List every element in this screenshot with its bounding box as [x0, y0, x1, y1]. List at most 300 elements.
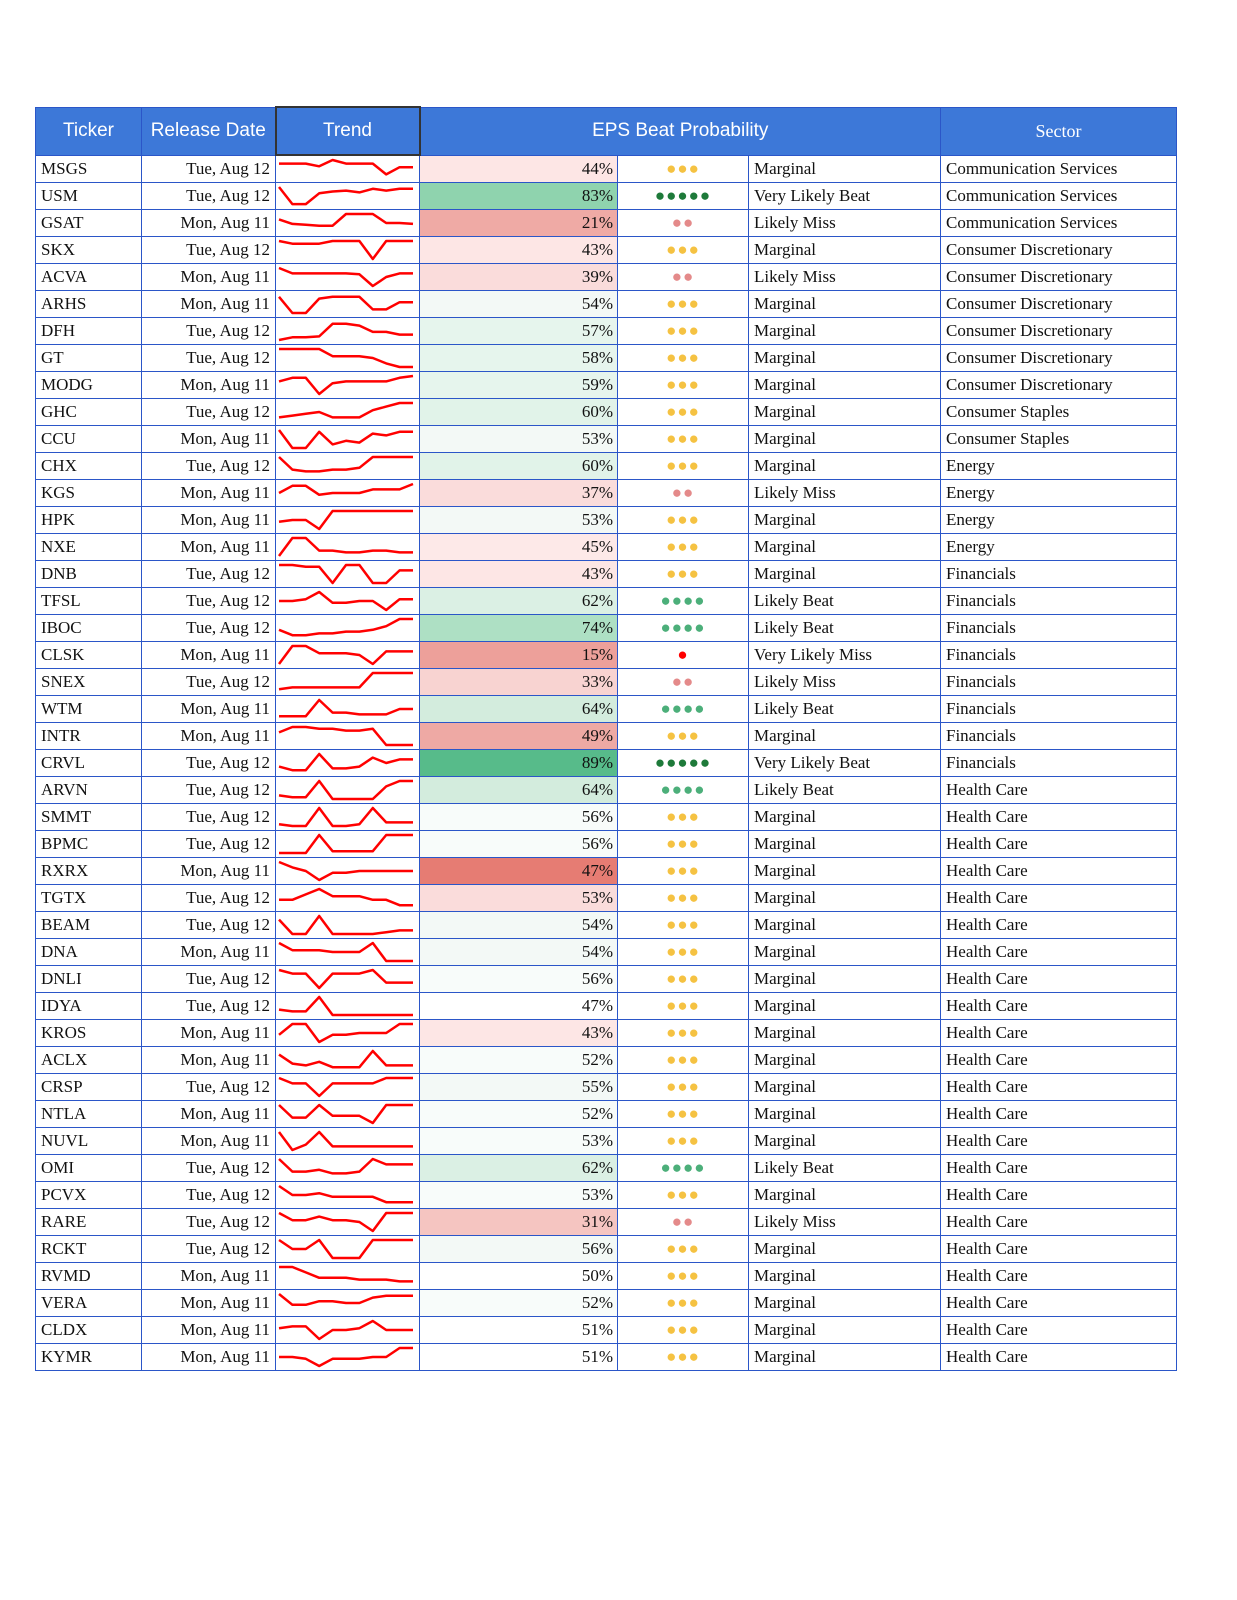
- rating-label-cell: Marginal: [749, 291, 941, 318]
- trend-line: [279, 268, 413, 286]
- rating-label-cell: Marginal: [749, 534, 941, 561]
- release-date-cell: Mon, Aug 11: [142, 1128, 276, 1155]
- release-date-cell: Mon, Aug 11: [142, 642, 276, 669]
- trend-sparkline: [276, 1344, 416, 1370]
- table-row[interactable]: [36, 1101, 1177, 1128]
- trend-line: [279, 430, 413, 448]
- trend-sparkline-cell: [276, 372, 420, 399]
- table-row[interactable]: [36, 993, 1177, 1020]
- sector-cell: Financials: [941, 588, 1177, 615]
- ticker-cell: ARHS: [36, 291, 142, 318]
- rating-label-cell: Marginal: [749, 1020, 941, 1047]
- ticker-cell: RVMD: [36, 1263, 142, 1290]
- beat-probability-cell: 44%: [420, 155, 618, 183]
- sector-cell: Communication Services: [941, 183, 1177, 210]
- rating-label-cell: Marginal: [749, 1236, 941, 1263]
- header-release-date[interactable]: Release Date: [142, 107, 276, 155]
- trend-sparkline: [276, 1020, 416, 1046]
- table-row[interactable]: [36, 885, 1177, 912]
- trend-sparkline-cell: [276, 1344, 420, 1371]
- release-date-cell: Tue, Aug 12: [142, 750, 276, 777]
- trend-sparkline-cell: [276, 777, 420, 804]
- sector-cell: Health Care: [941, 1101, 1177, 1128]
- ticker-cell: GHC: [36, 399, 142, 426]
- trend-line: [279, 214, 413, 226]
- sector-cell: Financials: [941, 669, 1177, 696]
- beat-probability-cell: 64%: [420, 696, 618, 723]
- table-row[interactable]: [36, 1263, 1177, 1290]
- trend-line: [279, 1267, 413, 1281]
- table-row[interactable]: [36, 1317, 1177, 1344]
- trend-sparkline-cell: [276, 1020, 420, 1047]
- beat-probability-cell: 50%: [420, 1263, 618, 1290]
- sector-cell: Health Care: [941, 1128, 1177, 1155]
- header-trend[interactable]: Trend: [276, 107, 420, 155]
- rating-dots-icon: ●: [618, 642, 749, 669]
- ticker-cell: KYMR: [36, 1344, 142, 1371]
- rating-dots-icon: ●●●●: [618, 696, 749, 723]
- trend-sparkline: [276, 723, 416, 749]
- beat-probability-cell: 74%: [420, 615, 618, 642]
- rating-dots-icon: ●●●: [618, 155, 749, 183]
- ticker-cell: NTLA: [36, 1101, 142, 1128]
- beat-probability-cell: 51%: [420, 1344, 618, 1371]
- trend-line: [279, 1186, 413, 1202]
- header-sector[interactable]: Sector: [941, 107, 1177, 155]
- beat-probability-cell: 15%: [420, 642, 618, 669]
- sector-cell: Health Care: [941, 1290, 1177, 1317]
- trend-sparkline-cell: [276, 480, 420, 507]
- rating-dots-icon: ●●●: [618, 993, 749, 1020]
- table-row[interactable]: [36, 696, 1177, 723]
- rating-label-cell: Likely Miss: [749, 264, 941, 291]
- rating-label-cell: Marginal: [749, 1344, 941, 1371]
- ticker-cell: IDYA: [36, 993, 142, 1020]
- trend-sparkline-cell: [276, 912, 420, 939]
- beat-probability-cell: 54%: [420, 291, 618, 318]
- rating-dots-icon: ●●: [618, 480, 749, 507]
- sector-cell: Health Care: [941, 993, 1177, 1020]
- trend-sparkline-cell: [276, 1236, 420, 1263]
- trend-line: [279, 808, 413, 826]
- ticker-cell: CCU: [36, 426, 142, 453]
- sector-cell: Health Care: [941, 1209, 1177, 1236]
- trend-sparkline: [276, 615, 416, 641]
- rating-dots-icon: ●●●: [618, 1317, 749, 1344]
- beat-probability-cell: 83%: [420, 183, 618, 210]
- rating-label-cell: Marginal: [749, 1047, 941, 1074]
- rating-label-cell: Likely Miss: [749, 669, 941, 696]
- sector-cell: Financials: [941, 696, 1177, 723]
- release-date-cell: Mon, Aug 11: [142, 1047, 276, 1074]
- beat-probability-cell: 55%: [420, 1074, 618, 1101]
- release-date-cell: Tue, Aug 12: [142, 237, 276, 264]
- trend-line: [279, 1159, 413, 1173]
- trend-line: [279, 673, 413, 689]
- beat-probability-cell: 43%: [420, 237, 618, 264]
- trend-line: [279, 565, 413, 583]
- trend-line: [279, 835, 413, 853]
- rating-label-cell: Marginal: [749, 831, 941, 858]
- release-date-cell: Mon, Aug 11: [142, 291, 276, 318]
- rating-dots-icon: ●●●: [618, 912, 749, 939]
- trend-sparkline-cell: [276, 561, 420, 588]
- table-row[interactable]: [36, 723, 1177, 750]
- trend-sparkline-cell: [276, 831, 420, 858]
- rating-dots-icon: ●●●: [618, 237, 749, 264]
- rating-dots-icon: ●●●: [618, 858, 749, 885]
- trend-sparkline-cell: [276, 534, 420, 561]
- rating-label-cell: Marginal: [749, 155, 941, 183]
- rating-dots-icon: ●●●: [618, 1020, 749, 1047]
- table-row[interactable]: [36, 453, 1177, 480]
- trend-line: [279, 1348, 413, 1366]
- trend-line: [279, 1078, 413, 1096]
- trend-sparkline: [276, 156, 416, 182]
- trend-sparkline: [276, 777, 416, 803]
- beat-probability-cell: 49%: [420, 723, 618, 750]
- rating-dots-icon: ●●●●●: [618, 183, 749, 210]
- table-row[interactable]: [36, 372, 1177, 399]
- ticker-cell: INTR: [36, 723, 142, 750]
- table-row[interactable]: [36, 615, 1177, 642]
- trend-sparkline: [276, 345, 416, 371]
- header-eps-beat-probability[interactable]: EPS Beat Probability: [420, 107, 941, 155]
- trend-sparkline: [276, 1209, 416, 1235]
- table-row[interactable]: [36, 1020, 1177, 1047]
- rating-dots-icon: ●●●●●: [618, 750, 749, 777]
- sector-cell: Financials: [941, 750, 1177, 777]
- rating-label-cell: Marginal: [749, 1263, 941, 1290]
- ticker-cell: VERA: [36, 1290, 142, 1317]
- sector-cell: Health Care: [941, 831, 1177, 858]
- sector-cell: Energy: [941, 507, 1177, 534]
- rating-label-cell: Likely Beat: [749, 615, 941, 642]
- trend-sparkline-cell: [276, 1128, 420, 1155]
- beat-probability-cell: 37%: [420, 480, 618, 507]
- table-row[interactable]: [36, 426, 1177, 453]
- rating-dots-icon: ●●●: [618, 831, 749, 858]
- table-row[interactable]: [36, 642, 1177, 669]
- table-row[interactable]: [36, 561, 1177, 588]
- trend-sparkline: [276, 642, 416, 668]
- trend-sparkline-cell: [276, 723, 420, 750]
- trend-sparkline-cell: [276, 615, 420, 642]
- sector-cell: Financials: [941, 561, 1177, 588]
- table-row[interactable]: [36, 1128, 1177, 1155]
- table-row[interactable]: [36, 399, 1177, 426]
- ticker-cell: RCKT: [36, 1236, 142, 1263]
- trend-sparkline: [276, 1263, 416, 1289]
- trend-sparkline-cell: [276, 507, 420, 534]
- rating-dots-icon: ●●●: [618, 1182, 749, 1209]
- trend-line: [279, 187, 413, 204]
- ticker-cell: CRSP: [36, 1074, 142, 1101]
- release-date-cell: Tue, Aug 12: [142, 804, 276, 831]
- table-row[interactable]: [36, 939, 1177, 966]
- beat-probability-cell: 60%: [420, 453, 618, 480]
- rating-label-cell: Marginal: [749, 1290, 941, 1317]
- trend-line: [279, 1051, 413, 1067]
- table-row[interactable]: [36, 1074, 1177, 1101]
- trend-sparkline-cell: [276, 1155, 420, 1182]
- trend-sparkline: [276, 453, 416, 479]
- ticker-cell: BEAM: [36, 912, 142, 939]
- ticker-cell: CLSK: [36, 642, 142, 669]
- trend-line: [279, 727, 413, 745]
- rating-label-cell: Very Likely Beat: [749, 183, 941, 210]
- trend-line: [279, 862, 413, 880]
- beat-probability-cell: 52%: [420, 1290, 618, 1317]
- trend-sparkline-cell: [276, 750, 420, 777]
- rating-label-cell: Likely Miss: [749, 1209, 941, 1236]
- header-ticker[interactable]: Ticker: [36, 107, 142, 155]
- sector-cell: Consumer Discretionary: [941, 264, 1177, 291]
- release-date-cell: Mon, Aug 11: [142, 939, 276, 966]
- rating-dots-icon: ●●●: [618, 426, 749, 453]
- trend-line: [279, 538, 413, 556]
- trend-sparkline-cell: [276, 858, 420, 885]
- rating-dots-icon: ●●●: [618, 291, 749, 318]
- beat-probability-cell: 45%: [420, 534, 618, 561]
- beat-probability-cell: 54%: [420, 939, 618, 966]
- table-row[interactable]: [36, 183, 1177, 210]
- release-date-cell: Tue, Aug 12: [142, 966, 276, 993]
- trend-sparkline-cell: [276, 1263, 420, 1290]
- table-row[interactable]: [36, 318, 1177, 345]
- table-row[interactable]: [36, 831, 1177, 858]
- sector-cell: Health Care: [941, 1155, 1177, 1182]
- beat-probability-cell: 56%: [420, 804, 618, 831]
- ticker-cell: OMI: [36, 1155, 142, 1182]
- trend-sparkline: [276, 399, 416, 425]
- table-row[interactable]: [36, 777, 1177, 804]
- trend-sparkline: [276, 1290, 416, 1316]
- release-date-cell: Mon, Aug 11: [142, 1263, 276, 1290]
- sector-cell: Health Care: [941, 912, 1177, 939]
- ticker-cell: CHX: [36, 453, 142, 480]
- release-date-cell: Mon, Aug 11: [142, 1290, 276, 1317]
- trend-sparkline: [276, 912, 416, 938]
- trend-sparkline: [276, 1182, 416, 1208]
- trend-sparkline: [276, 561, 416, 587]
- beat-probability-cell: 59%: [420, 372, 618, 399]
- trend-sparkline: [276, 318, 416, 344]
- table-row[interactable]: [36, 264, 1177, 291]
- release-date-cell: Mon, Aug 11: [142, 1317, 276, 1344]
- beat-probability-cell: 56%: [420, 831, 618, 858]
- beat-probability-cell: 31%: [420, 1209, 618, 1236]
- trend-sparkline: [276, 588, 416, 614]
- rating-dots-icon: ●●●●: [618, 1155, 749, 1182]
- trend-sparkline: [276, 696, 416, 722]
- rating-dots-icon: ●●●: [618, 534, 749, 561]
- release-date-cell: Tue, Aug 12: [142, 615, 276, 642]
- trend-line: [279, 916, 413, 934]
- ticker-cell: WTM: [36, 696, 142, 723]
- release-date-cell: Mon, Aug 11: [142, 1344, 276, 1371]
- trend-line: [279, 484, 413, 495]
- rating-label-cell: Marginal: [749, 912, 941, 939]
- table-row[interactable]: [36, 1182, 1177, 1209]
- ticker-cell: CLDX: [36, 1317, 142, 1344]
- beat-probability-cell: 53%: [420, 885, 618, 912]
- rating-dots-icon: ●●●: [618, 804, 749, 831]
- trend-sparkline-cell: [276, 1101, 420, 1128]
- ticker-cell: GT: [36, 345, 142, 372]
- trend-sparkline-cell: [276, 345, 420, 372]
- trend-sparkline-cell: [276, 426, 420, 453]
- rating-dots-icon: ●●: [618, 1209, 749, 1236]
- release-date-cell: Mon, Aug 11: [142, 1020, 276, 1047]
- beat-probability-cell: 89%: [420, 750, 618, 777]
- sector-cell: Health Care: [941, 1317, 1177, 1344]
- trend-sparkline: [276, 858, 416, 884]
- table-row[interactable]: [36, 345, 1177, 372]
- sector-cell: Health Care: [941, 858, 1177, 885]
- trend-sparkline: [276, 1047, 416, 1073]
- ticker-cell: NUVL: [36, 1128, 142, 1155]
- trend-sparkline: [276, 291, 416, 317]
- sector-cell: Financials: [941, 642, 1177, 669]
- header-row: [36, 107, 1177, 155]
- rating-dots-icon: ●●●●: [618, 777, 749, 804]
- rating-label-cell: Marginal: [749, 561, 941, 588]
- rating-dots-icon: ●●●: [618, 507, 749, 534]
- table-row[interactable]: [36, 1209, 1177, 1236]
- table-row[interactable]: [36, 480, 1177, 507]
- table-row[interactable]: [36, 804, 1177, 831]
- sector-cell: Health Care: [941, 885, 1177, 912]
- trend-sparkline: [276, 534, 416, 560]
- trend-sparkline-cell: [276, 1047, 420, 1074]
- trend-sparkline-cell: [276, 1290, 420, 1317]
- trend-line: [279, 511, 413, 529]
- trend-line: [279, 403, 413, 417]
- ticker-cell: DFH: [36, 318, 142, 345]
- table-row[interactable]: [36, 1344, 1177, 1371]
- release-date-cell: Mon, Aug 11: [142, 507, 276, 534]
- table-row[interactable]: [36, 210, 1177, 237]
- sector-cell: Communication Services: [941, 210, 1177, 237]
- release-date-cell: Tue, Aug 12: [142, 1182, 276, 1209]
- trend-sparkline: [276, 183, 416, 209]
- sector-cell: Energy: [941, 534, 1177, 561]
- trend-line: [279, 997, 413, 1015]
- rating-label-cell: Marginal: [749, 993, 941, 1020]
- trend-sparkline: [276, 831, 416, 857]
- sector-cell: Health Care: [941, 1263, 1177, 1290]
- trend-sparkline-cell: [276, 804, 420, 831]
- sector-cell: Energy: [941, 453, 1177, 480]
- release-date-cell: Tue, Aug 12: [142, 993, 276, 1020]
- ticker-cell: KGS: [36, 480, 142, 507]
- beat-probability-cell: 53%: [420, 507, 618, 534]
- rating-dots-icon: ●●●: [618, 939, 749, 966]
- trend-sparkline: [276, 993, 416, 1019]
- trend-sparkline-cell: [276, 939, 420, 966]
- table-row[interactable]: [36, 1155, 1177, 1182]
- release-date-cell: Mon, Aug 11: [142, 723, 276, 750]
- trend-line: [279, 324, 413, 340]
- trend-line: [279, 241, 413, 259]
- release-date-cell: Tue, Aug 12: [142, 912, 276, 939]
- table-row[interactable]: [36, 966, 1177, 993]
- ticker-cell: HPK: [36, 507, 142, 534]
- rating-dots-icon: ●●●: [618, 1047, 749, 1074]
- trend-sparkline: [276, 237, 416, 263]
- table-body: [36, 155, 1177, 1371]
- sector-cell: Consumer Staples: [941, 399, 1177, 426]
- release-date-cell: Mon, Aug 11: [142, 372, 276, 399]
- table-row[interactable]: [36, 912, 1177, 939]
- table-row[interactable]: [36, 507, 1177, 534]
- trend-sparkline-cell: [276, 264, 420, 291]
- trend-line: [279, 349, 413, 367]
- table-row[interactable]: [36, 237, 1177, 264]
- rating-label-cell: Likely Miss: [749, 210, 941, 237]
- sector-cell: Health Care: [941, 966, 1177, 993]
- table-row[interactable]: [36, 155, 1177, 183]
- table-row[interactable]: [36, 291, 1177, 318]
- rating-label-cell: Marginal: [749, 1074, 941, 1101]
- rating-label-cell: Marginal: [749, 1128, 941, 1155]
- trend-sparkline-cell: [276, 1182, 420, 1209]
- sector-cell: Health Care: [941, 1236, 1177, 1263]
- beat-probability-cell: 58%: [420, 345, 618, 372]
- table-row[interactable]: [36, 1290, 1177, 1317]
- beat-probability-cell: 62%: [420, 1155, 618, 1182]
- trend-sparkline-cell: [276, 453, 420, 480]
- beat-probability-cell: 57%: [420, 318, 618, 345]
- rating-label-cell: Likely Beat: [749, 777, 941, 804]
- table-row[interactable]: [36, 858, 1177, 885]
- trend-sparkline: [276, 507, 416, 533]
- sector-cell: Health Care: [941, 1020, 1177, 1047]
- rating-label-cell: Marginal: [749, 507, 941, 534]
- beat-probability-cell: 51%: [420, 1317, 618, 1344]
- beat-probability-cell: 53%: [420, 1182, 618, 1209]
- table-row[interactable]: [36, 669, 1177, 696]
- trend-line: [279, 754, 413, 770]
- trend-sparkline-cell: [276, 588, 420, 615]
- release-date-cell: Tue, Aug 12: [142, 1209, 276, 1236]
- trend-line: [279, 376, 413, 394]
- ticker-cell: ACVA: [36, 264, 142, 291]
- release-date-cell: Tue, Aug 12: [142, 669, 276, 696]
- rating-label-cell: Likely Miss: [749, 480, 941, 507]
- table-row[interactable]: [36, 534, 1177, 561]
- ticker-cell: MSGS: [36, 155, 142, 183]
- rating-dots-icon: ●●●: [618, 1263, 749, 1290]
- trend-sparkline: [276, 1236, 416, 1262]
- table-row[interactable]: [36, 588, 1177, 615]
- rating-dots-icon: ●●●: [618, 318, 749, 345]
- table-row[interactable]: [36, 1047, 1177, 1074]
- ticker-cell: DNLI: [36, 966, 142, 993]
- ticker-cell: RXRX: [36, 858, 142, 885]
- ticker-cell: SMMT: [36, 804, 142, 831]
- release-date-cell: Tue, Aug 12: [142, 345, 276, 372]
- release-date-cell: Tue, Aug 12: [142, 399, 276, 426]
- trend-sparkline: [276, 939, 416, 965]
- table-row[interactable]: [36, 1236, 1177, 1263]
- beat-probability-cell: 64%: [420, 777, 618, 804]
- trend-sparkline-cell: [276, 318, 420, 345]
- release-date-cell: Tue, Aug 12: [142, 453, 276, 480]
- release-date-cell: Tue, Aug 12: [142, 588, 276, 615]
- table-row[interactable]: [36, 750, 1177, 777]
